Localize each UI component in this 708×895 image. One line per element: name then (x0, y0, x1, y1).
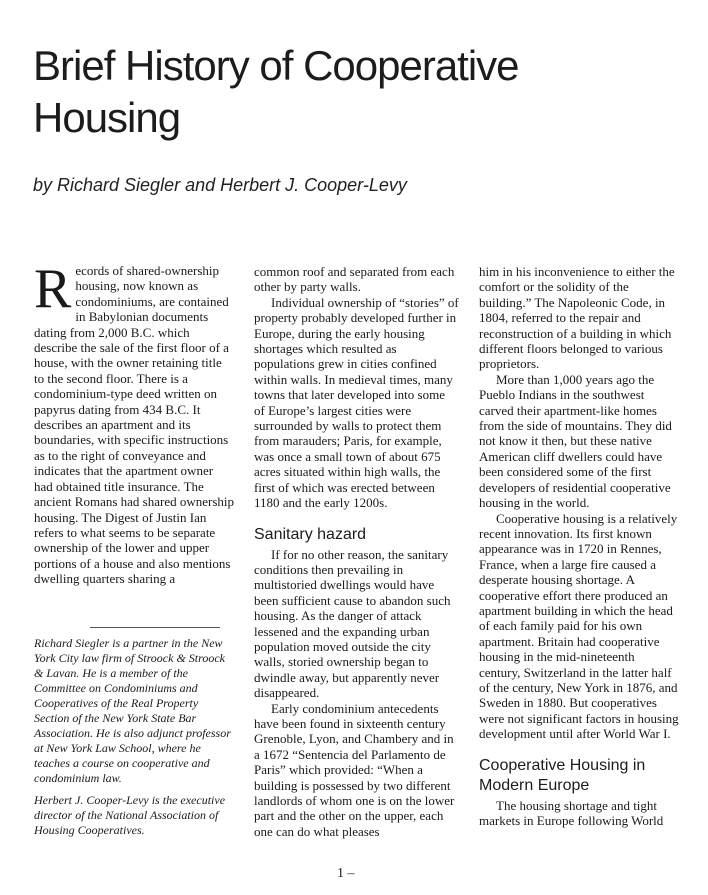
paragraph: More than 1,000 years ago the Pueblo Indians in the southwest carved their apartment-like homes from the side of mountains. They did not know it then, but these native American cliff dwellers could have been considered some of the first developers of residential cooperative housing in the world. (479, 371, 672, 511)
paragraph: If for no other reason, the sanitary conditions then prevailing in multistoried dwellings would have been sufficient cause to abandon such housing. As the danger of attack lessened and the expanding urban population moved outside the city walls, storied ownership began to dwindle away, but apparently never disappeared. (254, 546, 451, 701)
drop-cap: R (34, 258, 72, 320)
article-byline: by Richard Siegler and Herbert J. Cooper-Levy (33, 175, 407, 195)
paragraph: him in his inconvenience to either the comfort or the solidity of the building.” The Napoleonic Code, in 1804, referred to the repair and reconstruction of a building in which different floors belonged to various proprietors. (479, 264, 675, 372)
article-title-line1: Brief History of Cooperative (33, 42, 519, 89)
author-bio-cooper-levy: Herbert J. Cooper-Levy is the executive director of the National Association of Housing Cooperatives. (34, 793, 226, 837)
paragraph: Cooperative housing is a relatively recent innovation. Its first known appearance was in 1720 in Rennes, France, when a large fire caused a desperate housing shortage. A cooperative effort there produced an apartment building in which the head of each family paid for his own apartment. Britain had cooperative housing in the mid-nineteenth century, Switzerland in the latter half of the century, New York in 1876, and Sweden in 1880. But cooperatives were not significant factors in housing development until after World War I. (479, 510, 679, 742)
page-number: 1 – (337, 866, 355, 881)
article-title-line2: Housing (33, 94, 181, 141)
paragraph: The housing shortage and tight markets in Europe following World (479, 797, 664, 828)
bio-divider (90, 627, 220, 628)
paragraph: common roof and separated from each other by party walls. (254, 264, 455, 295)
article-title (33, 40, 673, 144)
paragraph-text: ecords of shared-ownership housing, now known as condominiums, are contained in Babylonian documents dating from 2,000 B.C. which describe the sale of the first floor of a house, with the owner retaining title to the second floor. There is a condominium-type deed written on papyrus dating from 434 B.C. It describes an apartment and its boundaries, with specific instructions as to the right of conveyance and indicates that the apartment owner had obtained title insurance. The ancient Romans had shared ownership housing. The Digest of Justin Ian refers to what seems to be separate ownership of the lower and upper portions of a house and also mentions dwelling quarters sharing a (34, 263, 235, 587)
text-column-1 (34, 258, 235, 587)
text-column-3 (479, 264, 679, 828)
section-heading: Cooperative Housing in Modern Europe (479, 756, 646, 794)
paragraph: Early condominium antecedents have been found in sixteenth century Grenoble, Lyon, and Chambery and in a 1672 “Sentencia del Parlamento de Paris” which provided: “When a building is possessed by two different landlords of whom one is on the lower part and the other on the upper, each one can do what pleases (254, 700, 455, 839)
author-bio-siegler: Richard Siegler is a partner in the New York City law firm of Stroock & Stroock & Lavan. He is a member of the Committee on Condominiums and Cooperatives of the Real Property Section of the New York State Bar Association. He is also adjunct professor at New York Law School, where he teaches a course on cooperative and condominium law. (34, 636, 231, 785)
section-heading: Sanitary hazard (254, 525, 367, 543)
paragraph (34, 258, 235, 587)
paragraph: Individual ownership of “stories” of property probably developed further in Europe, during the early housing shortages which resulted as populations grew in cities confined within walls. In medieval times, many towns that later developed into some of Europe’s largest cities were surrounded by walls to protect them from marauders; Paris, for example, was once a small town of about 675 acres situated within high walls, the first of which was erected between 1180 and the early 1200s. (254, 294, 459, 511)
text-column-2 (254, 264, 459, 839)
